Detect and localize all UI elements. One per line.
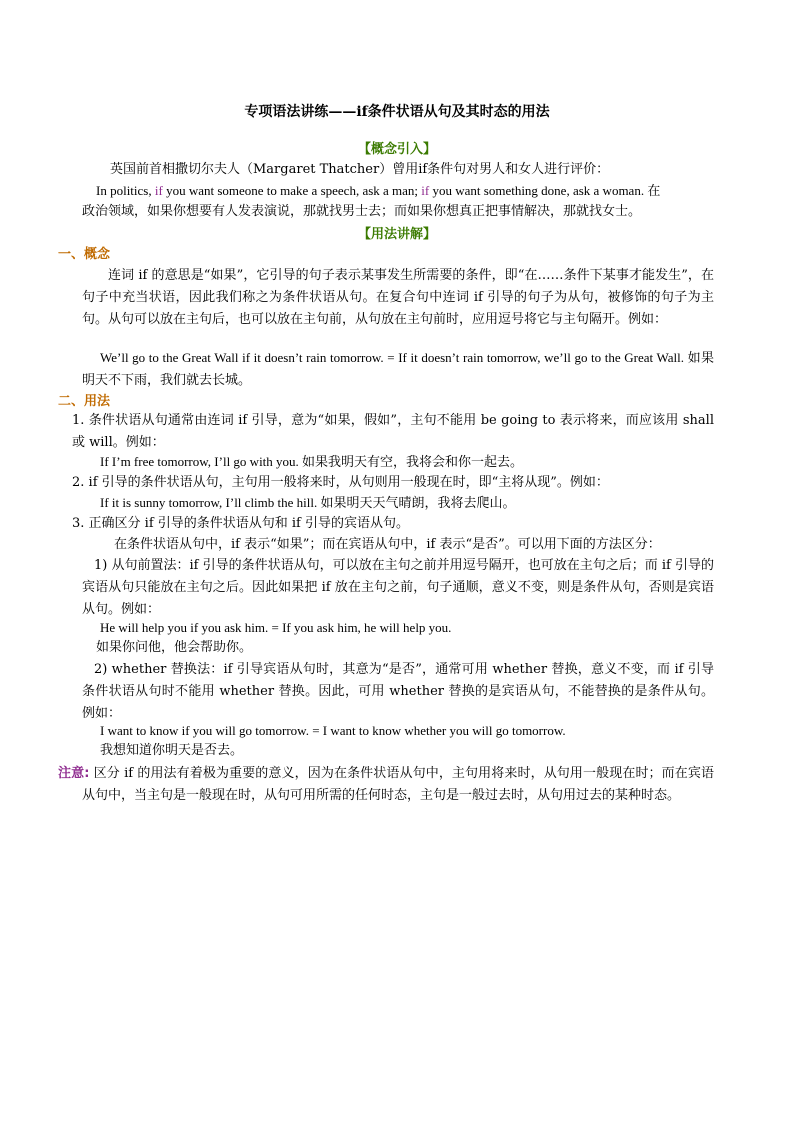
method-1-translation: 如果你问他，他会帮助你。 — [96, 640, 253, 655]
concept-paragraph: 连词 if 的意思是“如果”，它引导的句子表示某事发生所需要的条件，即“在……条件下某事才能发生”，在句子中充当状语，因此我们称之为条件状语从句。在复合句中连词 if 引导的句子为从句，被修饰的句子为主句。从句可以放在主句后，也可以放在主句前，从句放在主句前时，应用逗号将它与主句隔开。例如： — [82, 268, 714, 327]
quote-translation: 政治领域，如果你想要有人发表演说，那就找男士去；而如果你想真正把事情解决，那就找女士。 — [82, 204, 642, 219]
usage-point-3-sub: 在条件状语从句中，if 表示“如果”；而在宾语从句中，if 表示“是否”。可以用下面的方法区分： — [114, 537, 661, 552]
method-2-translation: 我想知道你明天是否去。 — [100, 743, 244, 758]
quote-text: In politics, — [96, 183, 155, 198]
page-title: 专项语法讲练——if条件状语从句及其时态的用法 — [244, 104, 550, 120]
note-text: 区分 if 的用法有着极为重要的意义，因为在条件状语从句中，主句用将来时，从句用一般现在时；而在宾语从句中，当主句是一般现在时，从句可用所需的任何时态，主句是一般过去时，从句用过去的某种时态。 — [82, 766, 714, 803]
concept-example: We’ll go to the Great Wall if it doesn’t rain tomorrow. = If it doesn’t rain tomorrow, we’ll go to the Great Wall. 如果明天不下雨，我们就去长城。 — [82, 350, 714, 387]
note-paragraph — [58, 763, 714, 807]
quote-if-highlight: if — [154, 183, 163, 198]
note-label: 注意: — [58, 766, 90, 781]
heading-usage: 二、用法 — [58, 394, 111, 409]
section-heading-intro: 【概念引入】 — [357, 142, 436, 157]
usage-point-1: 1. 条件状语从句通常由连词 if 引导，意为“如果，假如”，主句不能用 be going to 表示将来，而应该用 shall 或 will。例如： — [72, 413, 714, 450]
usage-point-2: 2. if 引导的条件状语从句，主句用一般将来时，从句则用一般现在时，即“主将从现”。例如： — [72, 475, 609, 490]
intro-line: 英国前首相撒切尔夫人（Margaret Thatcher）曾用if条件句对男人和女人进行评价： — [110, 162, 610, 177]
method-1-example: He will help you if you ask him. = If you ask him, he will help you. — [100, 620, 452, 635]
quote-text: you want something done, ask a woman. 在 — [429, 183, 661, 198]
thatcher-quote — [96, 181, 660, 201]
quote-text: you want someone to make a speech, ask a man; — [162, 183, 422, 198]
usage-point-1-example: If I’m free tomorrow, I’ll go with you. 如果我明天有空，我将会和你一起去。 — [100, 454, 524, 469]
method-2: 2) whether 替换法：if 引导宾语从句时，其意为“是否”，通常可用 whether 替换，意义不变，而 if 引导条件状语从句时不能用 whether 替换。因此，可用 whether 替换的是宾语从句，不能替换的是条件从句。例如： — [82, 662, 714, 721]
quote-if-highlight: if — [421, 183, 430, 198]
method-2-example: I want to know if you will go tomorrow. = I want to know whether you will go tomorrow. — [100, 723, 566, 738]
method-1: 1) 从句前置法：if 引导的条件状语从句，可以放在主句之前并用逗号隔开，也可放在主句之后；而 if 引导的宾语从句只能放在主句之后。因此如果把 if 放在主句之前，句子通顺，意义不变，则是条件从句，否则是宾语从句。例如： — [82, 558, 714, 617]
usage-point-3: 3. 正确区分 if 引导的条件状语从句和 if 引导的宾语从句。 — [72, 516, 410, 531]
usage-point-2-example: If it is sunny tomorrow, I’ll climb the hill. 如果明天天气晴朗，我将去爬山。 — [100, 495, 516, 510]
heading-concept: 一、概念 — [58, 247, 111, 262]
section-heading-usage: 【用法讲解】 — [357, 227, 436, 242]
